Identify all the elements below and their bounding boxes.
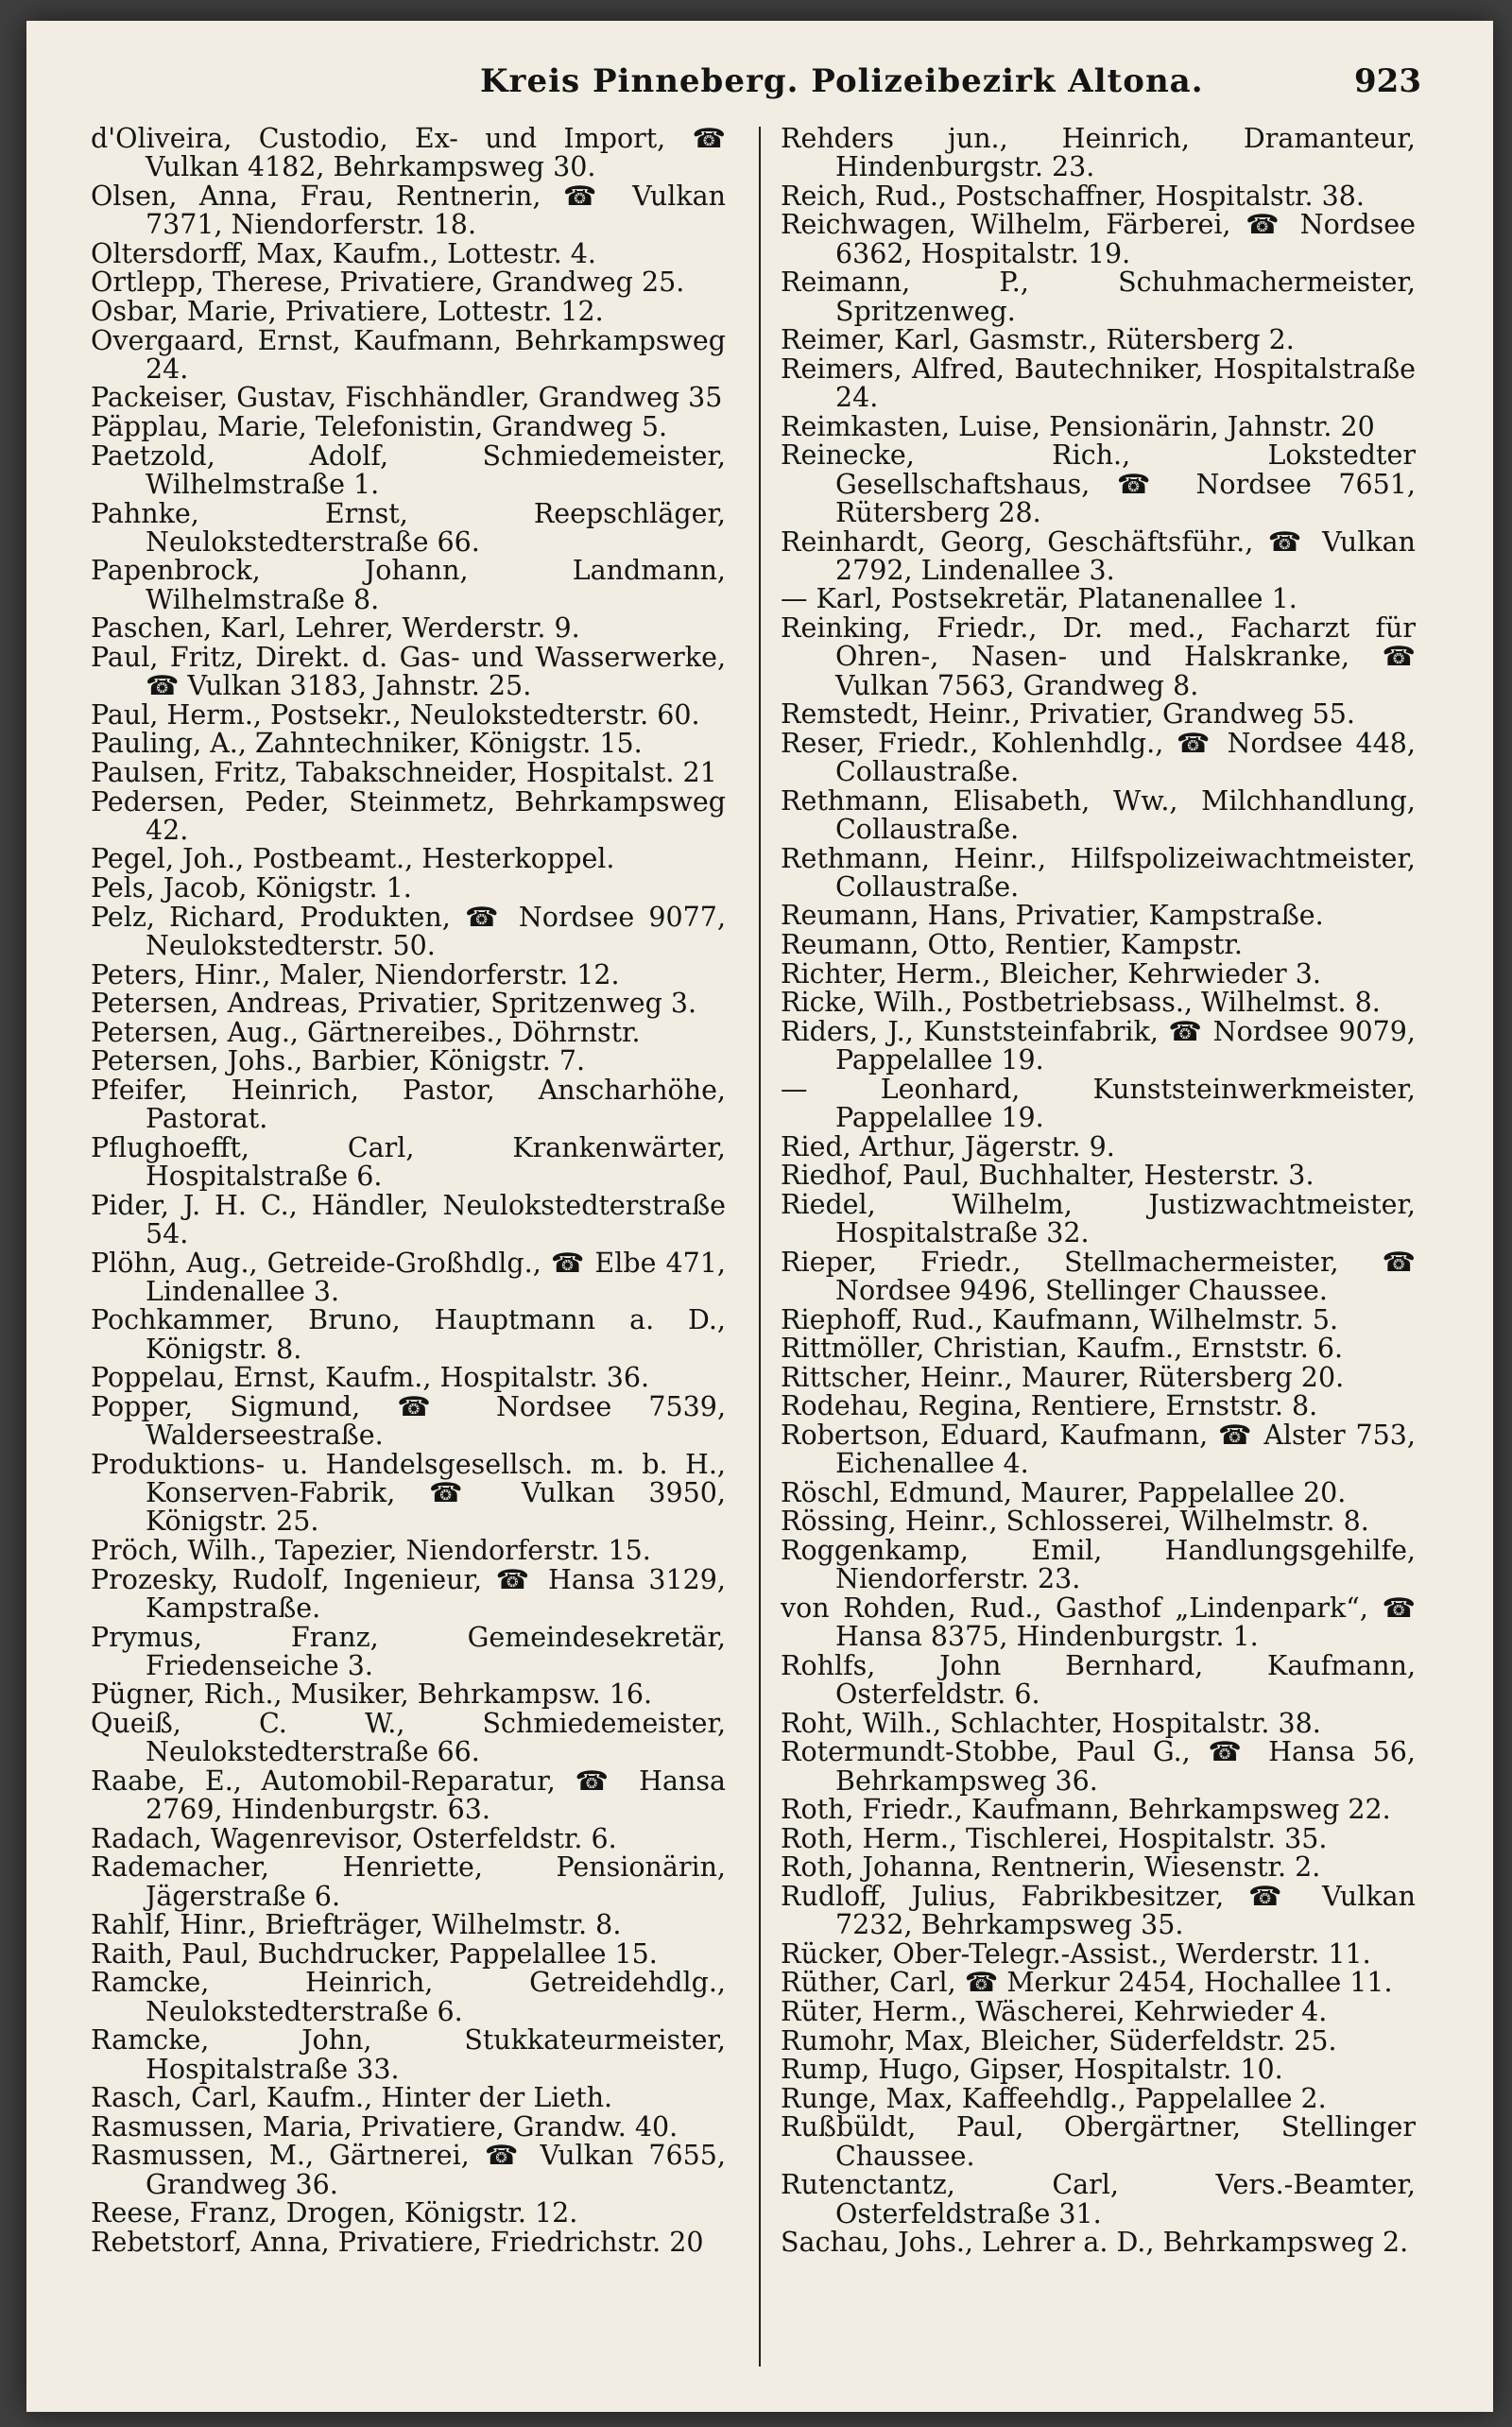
directory-entry: Pahnke, Ernst, Reepschläger, Neulokstedterstraße 66. [91,497,726,558]
directory-entry: Riders, J., Kunststeinfabrik, ☎ Nordsee 9079, Pappelallee 19. [781,1015,1416,1076]
directory-entry: Pider, J. H. C., Händler, Neulokstedterstraße 54. [91,1189,726,1249]
directory-entry: Petersen, Aug., Gärtnereibes., Döhrnstr. [91,1016,641,1048]
directory-entry: Ortlepp, Therese, Privatiere, Grandweg 25. [91,267,685,299]
directory-entry: Pfeifer, Heinrich, Pastor, Anscharhöhe, Pastorat. [91,1074,726,1135]
directory-entry: Rebetstorf, Anna, Privatiere, Friedrichstr. 20 [91,2226,704,2258]
directory-entry: Ried, Arthur, Jägerstr. 9. [781,1130,1115,1162]
directory-entry: Rutenctantz, Carl, Vers.-Beamter, Osterfeldstraße 31. [781,2169,1416,2229]
directory-entry: Roth, Herm., Tischlerei, Hospitalstr. 35. [781,1822,1328,1854]
directory-entry: Pflughoefft, Carl, Krankenwärter, Hospitalstraße 6. [91,1131,726,1193]
directory-entry: Rittscher, Heinr., Maurer, Rütersberg 20. [781,1361,1345,1393]
directory-entry: Rußbüldt, Paul, Obergärtner, Stellinger Chaussee. [781,2111,1416,2172]
directory-entry: Pels, Jacob, Königstr. 1. [91,872,412,904]
directory-entry: Ricke, Wilh., Postbetriebsass., Wilhelmst. 8. [781,987,1381,1019]
directory-entry: Pegel, Joh., Postbeamt., Hesterkoppel. [91,843,615,875]
directory-entry: Sachau, Johs., Lehrer a. D., Behrkampsweg 2. [781,2227,1409,2259]
directory-entry: Rump, Hugo, Gipser, Hospitalstr. 10. [781,2054,1283,2086]
directory-entry: Rodehau, Regina, Rentiere, Ernststr. 8. [781,1390,1318,1422]
directory-entry: Runge, Max, Kaffeehdlg., Pappelallee 2. [781,2082,1327,2114]
directory-entry: Rieper, Friedr., Stellmachermeister, ☎ Nordsee 9496, Stellinger Chaussee. [781,1246,1416,1306]
directory-entry: Reinecke, Rich., Lokstedter Gesellschaftshaus, ☎ Nordsee 7651, Rütersberg 28. [781,439,1416,528]
directory-entry: — Leonhard, Kunststeinwerkmeister, Pappelallee 19. [781,1073,1416,1134]
directory-entry: Rademacher, Henriette, Pensionärin, Jägerstraße 6. [91,1851,726,1912]
directory-entry: Roht, Wilh., Schlachter, Hospitalstr. 38. [781,1707,1321,1739]
directory-entry: Rössing, Heinr., Schlosserei, Wilhelmstr. 8. [781,1506,1369,1538]
directory-entry: Osbar, Marie, Privatiere, Lottestr. 12. [91,295,604,327]
page-title: Kreis Pinneberg. Polizeibezirk Altona. [480,62,1204,100]
directory-entry: Reimann, P., Schuhmachermeister, Spritzenweg. [781,267,1416,327]
directory-entry: Plöhn, Aug., Getreide-Großhdlg., ☎ Elbe 471, Lindenallee 3. [91,1247,726,1307]
directory-entry: Rasmussen, Maria, Privatiere, Grandw. 40. [91,2110,679,2143]
directory-entry: Rittmöller, Christian, Kaufm., Ernststr. 6. [781,1333,1344,1365]
directory-entry: Päpplau, Marie, Telefonistin, Grandweg 5. [91,411,668,443]
column-divider [759,127,761,2367]
directory-entry: Pauling, A., Zahntechniker, Königstr. 15. [91,728,643,760]
directory-entry: Remstedt, Heinr., Privatier, Grandweg 55. [781,698,1355,731]
directory-entry: — Karl, Postsekretär, Platanenallee 1. [781,583,1297,615]
directory-entry: Roggenkamp, Emil, Handlungsgehilfe, Niendorferstr. 23. [781,1535,1416,1595]
right-column [781,125,1416,2258]
directory-entry: Peters, Hinr., Maler, Niendorferstr. 12. [91,958,620,990]
directory-entry: Reimkasten, Luise, Pensionärin, Jahnstr. 20 [781,410,1375,442]
directory-entry: Rasch, Carl, Kaufm., Hinter der Lieth. [91,2082,613,2114]
directory-entry: Reimers, Alfred, Bautechniker, Hospitalstraße 24. [781,353,1416,414]
directory-entry: Robertson, Eduard, Kaufmann, ☎ Alster 753, Eichenallee 4. [781,1419,1416,1480]
directory-entry: Queiß, C. W., Schmiedemeister, Neulokstedterstraße 66. [91,1708,726,1768]
directory-entry: Poppelau, Ernst, Kaufm., Hospitalstr. 36. [91,1362,650,1394]
directory-entry: Paul, Fritz, Direkt. d. Gas- und Wasserwerke, ☎ Vulkan 3183, Jahnstr. 25. [91,641,726,702]
directory-entry: Rethmann, Heinr., Hilfspolizeiwachtmeister, Collaustraße. [781,842,1416,903]
directory-entry: d'Oliveira, Custodio, Ex- und Import, ☎ Vulkan 4182, Behrkampsweg 30. [91,123,726,183]
directory-entry: Petersen, Andreas, Privatier, Spritzenweg 3. [91,988,697,1020]
directory-entry: Riedel, Wilhelm, Justizwachtmeister, Hospitalstraße 32. [781,1188,1416,1249]
directory-entry: Ramcke, Heinrich, Getreidehdlg., Neulokstedterstraße 6. [91,1967,726,2027]
directory-entry: Pelz, Richard, Produkten, ☎ Nordsee 9077, Neulokstedterstr. 50. [91,901,726,961]
directory-entry: Raabe, E., Automobil-Reparatur, ☎ Hansa 2769, Hindenburgstr. 63. [91,1764,726,1826]
directory-page [26,21,1493,2412]
directory-entry: Popper, Sigmund, ☎ Nordsee 7539, Walderseestraße. [91,1390,726,1452]
directory-entry: von Rohden, Rud., Gasthof „Lindenpark“, ☎ Hansa 8375, Hindenburgstr. 1. [781,1592,1416,1653]
directory-entry: Olsen, Anna, Frau, Rentnerin, ☎ Vulkan 7371, Niendorferstr. 18. [91,180,726,241]
directory-entry: Pochkammer, Bruno, Hauptmann a. D., Königstr. 8. [91,1304,726,1365]
page-number: 923 [1354,62,1421,100]
directory-entry: Richter, Herm., Bleicher, Kehrwieder 3. [781,957,1321,990]
left-column [91,125,726,2258]
directory-entry: Paul, Herm., Postsekr., Neulokstedterstr. 60. [91,698,700,731]
directory-entry: Rehders jun., Heinrich, Dramanteur, Hindenburgstr. 23. [781,123,1416,183]
directory-entry: Röschl, Edmund, Maurer, Pappelallee 20. [781,1476,1347,1508]
directory-entry: Rasmussen, M., Gärtnerei, ☎ Vulkan 7655, Grandweg 36. [91,2140,726,2200]
directory-entry: Riedhof, Paul, Buchhalter, Hesterstr. 3. [781,1160,1314,1192]
directory-entry: Reser, Friedr., Kohlenhdlg., ☎ Nordsee 448, Collaustraße. [781,727,1416,788]
directory-entry: Overgaard, Ernst, Kaufmann, Behrkampsweg 24. [91,324,726,385]
directory-entry: Rudloff, Julius, Fabrikbesitzer, ☎ Vulkan 7232, Behrkampsweg 35. [781,1880,1416,1941]
directory-entry: Roth, Friedr., Kaufmann, Behrkampsweg 22. [781,1794,1391,1826]
directory-entry: Rotermundt-Stobbe, Paul G., ☎ Hansa 56, Behrkampsweg 36. [781,1736,1416,1797]
directory-entry: Pügner, Rich., Musiker, Behrkampsw. 16. [91,1678,653,1711]
directory-entry: Prymus, Franz, Gemeindesekretär, Friedenseiche 3. [91,1621,726,1681]
directory-entry: Reinhardt, Georg, Geschäftsführ., ☎ Vulkan 2792, Lindenallee 3. [781,525,1416,586]
directory-entry: Ramcke, John, Stukkateurmeister, Hospitalstraße 33. [91,2024,726,2085]
directory-entry: Oltersdorff, Max, Kaufm., Lottestr. 4. [91,237,596,269]
directory-entry: Produktions- u. Handelsgesellsch. m. b. H., Konserven-Fabrik, ☎ Vulkan 3950, Königstr. 25. [91,1448,726,1538]
directory-entry: Rethmann, Elisabeth, Ww., Milchhandlung, Collaustraße. [781,784,1416,845]
directory-entry: Paulsen, Fritz, Tabakschneider, Hospitalst. 21 [91,756,717,788]
directory-entry: Petersen, Johs., Barbier, Königstr. 7. [91,1045,586,1077]
directory-entry: Rahlf, Hinr., Briefträger, Wilhelmstr. 8. [91,1909,622,1941]
directory-entry: Paetzold, Adolf, Schmiedemeister, Wilhelmstraße 1. [91,439,726,500]
directory-entry: Pröch, Wilh., Tapezier, Niendorferstr. 15. [91,1535,651,1567]
directory-entry: Reimer, Karl, Gasmstr., Rütersberg 2. [781,324,1295,356]
directory-entry: Packeiser, Gustav, Fischhändler, Grandweg 35 [91,382,723,414]
directory-entry: Rohlfs, John Bernhard, Kaufmann, Osterfeldstr. 6. [781,1649,1416,1711]
directory-entry: Rüter, Herm., Wäscherei, Kehrwieder 4. [781,1996,1328,2028]
directory-entry: Reichwagen, Wilhelm, Färberei, ☎ Nordsee 6362, Hospitalstr. 19. [781,209,1416,269]
directory-entry: Roth, Johanna, Rentnerin, Wiesenstr. 2. [781,1851,1321,1884]
directory-entry: Papenbrock, Johann, Landmann, Wilhelmstraße 8. [91,555,726,615]
directory-entry: Reinking, Friedr., Dr. med., Facharzt für Ohren-, Nasen- und Halskranke, ☎ Vulkan 7563, Grandweg 8. [781,612,1416,701]
directory-entry: Pedersen, Peder, Steinmetz, Behrkampsweg 42. [91,785,726,846]
directory-entry: Prozesky, Rudolf, Ingenieur, ☎ Hansa 3129, Kampstraße. [91,1563,726,1624]
directory-entry: Reumann, Otto, Rentier, Kampstr. [781,929,1243,961]
directory-entry: Rumohr, Max, Bleicher, Süderfeldstr. 25. [781,2024,1337,2057]
directory-entry: Raith, Paul, Buchdrucker, Pappelallee 15. [91,1937,658,1970]
directory-entry: Radach, Wagenrevisor, Osterfeldstr. 6. [91,1822,617,1854]
directory-entry: Reumann, Hans, Privatier, Kampstraße. [781,900,1324,932]
directory-entry: Reich, Rud., Postschaffner, Hospitalstr. 38. [781,180,1365,212]
directory-entry: Riephoff, Rud., Kaufmann, Wilhelmstr. 5. [781,1303,1339,1335]
directory-entry: Rüther, Carl, ☎ Merkur 2454, Hochallee 11. [781,1967,1393,1999]
directory-entry: Paschen, Karl, Lehrer, Werderstr. 9. [91,612,580,645]
page-header [93,55,1459,108]
directory-entry: Reese, Franz, Drogen, Königstr. 12. [91,2197,578,2229]
directory-entry: Rücker, Ober-Telegr.-Assist., Werderstr. 11. [781,1937,1371,1970]
